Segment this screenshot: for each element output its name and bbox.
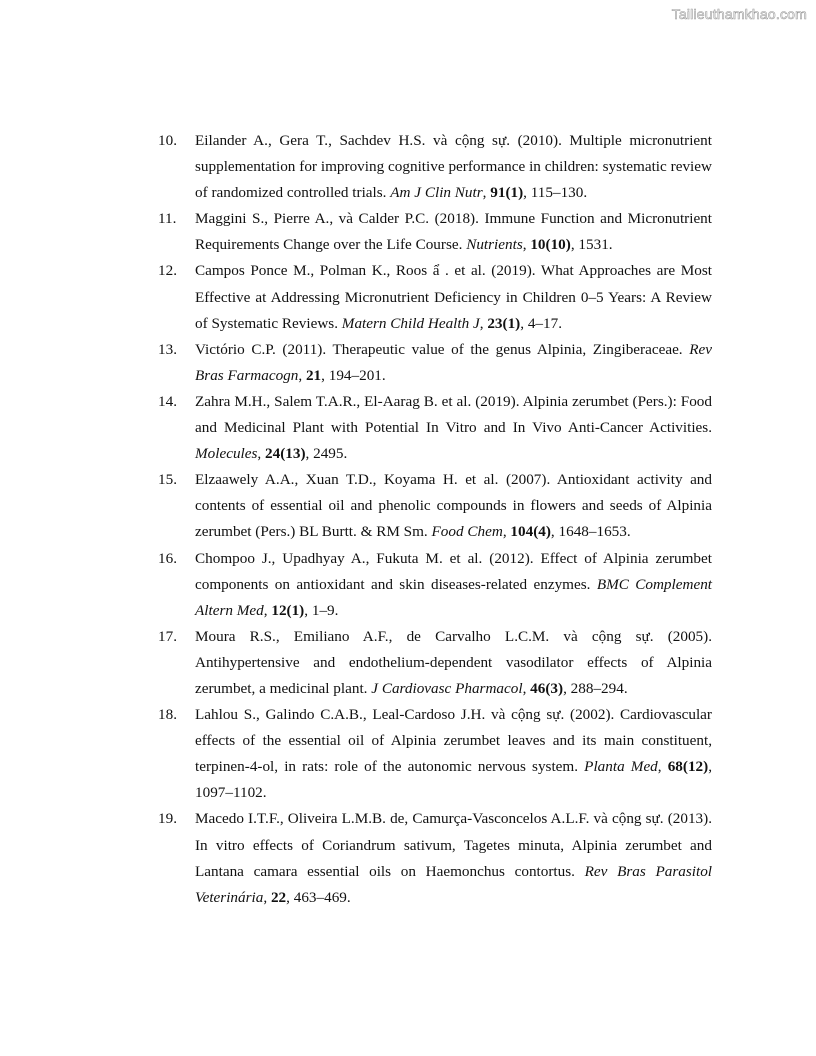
reference-volume: 22 bbox=[270, 888, 287, 906]
reference-number: 16. bbox=[158, 549, 177, 567]
reference-authors: Campos Ponce M., Polman K., Roos ẩ . et al. (2019). What Approaches are Most Effective at Addressing Micronutrient Deficiency in Children 0–5 Years: A Review of Systematic Reviews. bbox=[195, 262, 712, 332]
reference-journal: J Cardiovasc Pharmacol bbox=[371, 679, 523, 697]
reference-journal: Food Chem bbox=[431, 523, 503, 541]
reference-pages: , 1648–1653. bbox=[550, 523, 631, 541]
reference-volume: 12 bbox=[271, 601, 287, 619]
reference-number: 14. bbox=[158, 392, 177, 410]
reference-issue: (1) bbox=[502, 314, 521, 332]
reference-item: 17. Moura R.S., Emiliano A.F., de Carvalho L.C.M. và cộng sự. (2005). Antihypertensive and endothelium-dependent vasodilator effects of Alpinia zerumbet, a medicinal plant. J Cardiovasc Pharmacol, 46(3), 288–294. bbox=[158, 624, 712, 702]
reference-authors: Moura R.S., Emiliano A.F., de Carvalho L.C.M. và cộng sự. (2005). Antihypertensive and endothelium-dependent vasodilator effects of Alpinia zerumbet, a medicinal plant. bbox=[195, 627, 712, 697]
reference-pages: , 1–9. bbox=[304, 601, 339, 619]
reference-pages: , 115–130. bbox=[523, 184, 588, 202]
reference-authors: Victório C.P. (2011). Therapeutic value of the genus Alpinia, Zingiberaceae. bbox=[195, 340, 683, 358]
reference-authors: Maggini S., Pierre A., và Calder P.C. (2018). Immune Function and Micronutrient Requirements Change over the Life Course. bbox=[195, 210, 712, 254]
reference-pages: , 1097–1102. bbox=[195, 758, 712, 802]
reference-item: 18. Lahlou S., Galindo C.A.B., Leal-Cardoso J.H. và cộng sự. (2002). Cardiovascular effects of the essential oil of Alpinia zerumbet leaves and its main constituent, terpinen-4-ol, in rats: role of the autonomic nervous system. Planta Med, 68(12), 1097–1102. bbox=[158, 702, 712, 806]
reference-item: 13. Victório C.P. (2011). Therapeutic value of the genus Alpinia, Zingiberaceae. Rev Bras Farmacogn, 21, 194–201. bbox=[158, 337, 712, 389]
reference-pages: , 4–17. bbox=[520, 314, 562, 332]
reference-volume: 24 bbox=[265, 445, 281, 463]
watermark-text: Tailieuthamkhao.com bbox=[671, 6, 807, 22]
reference-item: 11. Maggini S., Pierre A., và Calder P.C. (2018). Immune Function and Micronutrient Requirements Change over the Life Course. Nutrients, 10(10), 1531. bbox=[158, 206, 712, 258]
reference-issue: (1) bbox=[286, 601, 305, 619]
reference-journal: Am J Clin Nutr bbox=[390, 184, 483, 202]
reference-issue: (12) bbox=[682, 758, 709, 776]
reference-volume: 23 bbox=[487, 314, 503, 332]
reference-item: 19. Macedo I.T.F., Oliveira L.M.B. de, Camurça-Vasconcelos A.L.F. và cộng sự. (2013). In vitro effects of Coriandrum sativum, Tagetes minuta, Alpinia zerumbet and Lantana camara essential oils on Haemonchus contortus. Rev Bras Parasitol Veterinária, 22, 463–469. bbox=[158, 806, 712, 910]
reference-number: 17. bbox=[158, 627, 177, 645]
reference-volume: 10 bbox=[530, 236, 546, 254]
reference-volume: 21 bbox=[305, 366, 322, 384]
reference-item: 14. Zahra M.H., Salem T.A.R., El-Aarag B. et al. (2019). Alpinia zerumbet (Pers.): Food and Medicinal Plant with Potential In Vitro and In Vivo Anti-Cancer Activities. Molecules, 24(13), 2495. bbox=[158, 389, 712, 467]
reference-item: 15. Elzaawely A.A., Xuan T.D., Koyama H. et al. (2007). Antioxidant activity and contents of essential oil and phenolic compounds in flowers and seeds of Alpinia zerumbet (Pers.) BL Burtt. & RM Sm. Food Chem, 104(4), 1648–1653. bbox=[158, 467, 712, 545]
reference-journal: BMC Complement Altern Med bbox=[195, 575, 713, 619]
reference-pages: , 194–201. bbox=[321, 366, 386, 384]
reference-authors: Zahra M.H., Salem T.A.R., El-Aarag B. et al. (2019). Alpinia zerumbet (Pers.): Food and Medicinal Plant with Potential In Vitro and In Vivo Anti-Cancer Activities. bbox=[195, 392, 712, 437]
reference-authors: Elzaawely A.A., Xuan T.D., Koyama H. et al. (2007). Antioxidant activity and contents of essential oil and phenolic compounds in flowers and seeds of Alpinia zerumbet (Pers.) BL Burtt. & RM Sm. bbox=[195, 471, 712, 541]
reference-volume: 68 bbox=[667, 758, 683, 776]
reference-list bbox=[158, 128, 712, 911]
reference-number: 15. bbox=[158, 471, 177, 489]
reference-number: 10. bbox=[158, 132, 177, 149]
reference-journal: Matern Child Health J bbox=[341, 314, 480, 332]
reference-number: 12. bbox=[158, 262, 177, 280]
reference-issue: (3) bbox=[545, 679, 564, 697]
reference-number: 11. bbox=[158, 210, 177, 228]
reference-pages: , 288–294. bbox=[563, 679, 628, 697]
reference-item: 16. Chompoo J., Upadhyay A., Fukuta M. et al. (2012). Effect of Alpinia zerumbet components on antioxidant and skin diseases-related enzymes. BMC Complement Altern Med, 12(1), 1–9. bbox=[158, 546, 712, 624]
reference-volume: 104 bbox=[510, 523, 534, 541]
reference-authors: Macedo I.T.F., Oliveira L.M.B. de, Camurça-Vasconcelos A.L.F. và cộng sự. (2013). In vitro effects of Coriandrum sativum, Tagetes minuta, Alpinia zerumbet and Lantana camara essential oils on Haemonchus contortus. bbox=[195, 810, 712, 880]
reference-number: 18. bbox=[158, 706, 177, 724]
reference-issue: (13) bbox=[280, 445, 306, 463]
reference-authors: Eilander A., Gera T., Sachdev H.S. và cộng sự. (2010). Multiple micronutrient supplementation for improving cognitive performance in children: systematic review of randomized controlled trials. bbox=[195, 132, 712, 202]
reference-issue: (4) bbox=[533, 523, 551, 541]
reference-pages: , 1531. bbox=[570, 236, 613, 254]
reference-item: 12. Campos Ponce M., Polman K., Roos ẩ . et al. (2019). What Approaches are Most Effective at Addressing Micronutrient Deficiency in Children 0–5 Years: A Review of Systematic Reviews. Matern Child Health J, 23(1), 4–17. bbox=[158, 258, 712, 336]
reference-journal: Rev Bras Farmacogn bbox=[195, 340, 712, 384]
reference-authors: Lahlou S., Galindo C.A.B., Leal-Cardoso J.H. và cộng sự. (2002). Cardiovascular effects of the essential oil of Alpinia zerumbet leaves and its main constituent, terpinen-4-ol, in rats: role of the autonomic nervous system. bbox=[195, 706, 712, 776]
reference-number: 13. bbox=[158, 340, 177, 358]
reference-journal: Rev Bras Parasitol Veterinária bbox=[195, 862, 713, 906]
reference-issue: (10) bbox=[545, 236, 571, 254]
reference-journal: Nutrients bbox=[466, 236, 523, 254]
reference-journal: Planta Med bbox=[584, 758, 658, 776]
reference-pages: , 463–469. bbox=[286, 888, 351, 906]
reference-authors: Chompoo J., Upadhyay A., Fukuta M. et al. (2012). Effect of Alpinia zerumbet components on antioxidant and skin diseases-related enzymes. bbox=[195, 549, 712, 593]
reference-pages: , 2495. bbox=[305, 445, 348, 463]
reference-issue: (1) bbox=[505, 184, 524, 202]
reference-item: 10. Eilander A., Gera T., Sachdev H.S. và cộng sự. (2010). Multiple micronutrient supplementation for improving cognitive performance in children: systematic review of randomized controlled trials. Am J Clin Nutr, 91(1), 115–130. bbox=[158, 128, 712, 206]
reference-volume: 91 bbox=[490, 184, 506, 202]
reference-journal: Molecules bbox=[195, 445, 258, 463]
reference-number: 19. bbox=[158, 810, 177, 828]
reference-volume: 46 bbox=[530, 679, 546, 697]
